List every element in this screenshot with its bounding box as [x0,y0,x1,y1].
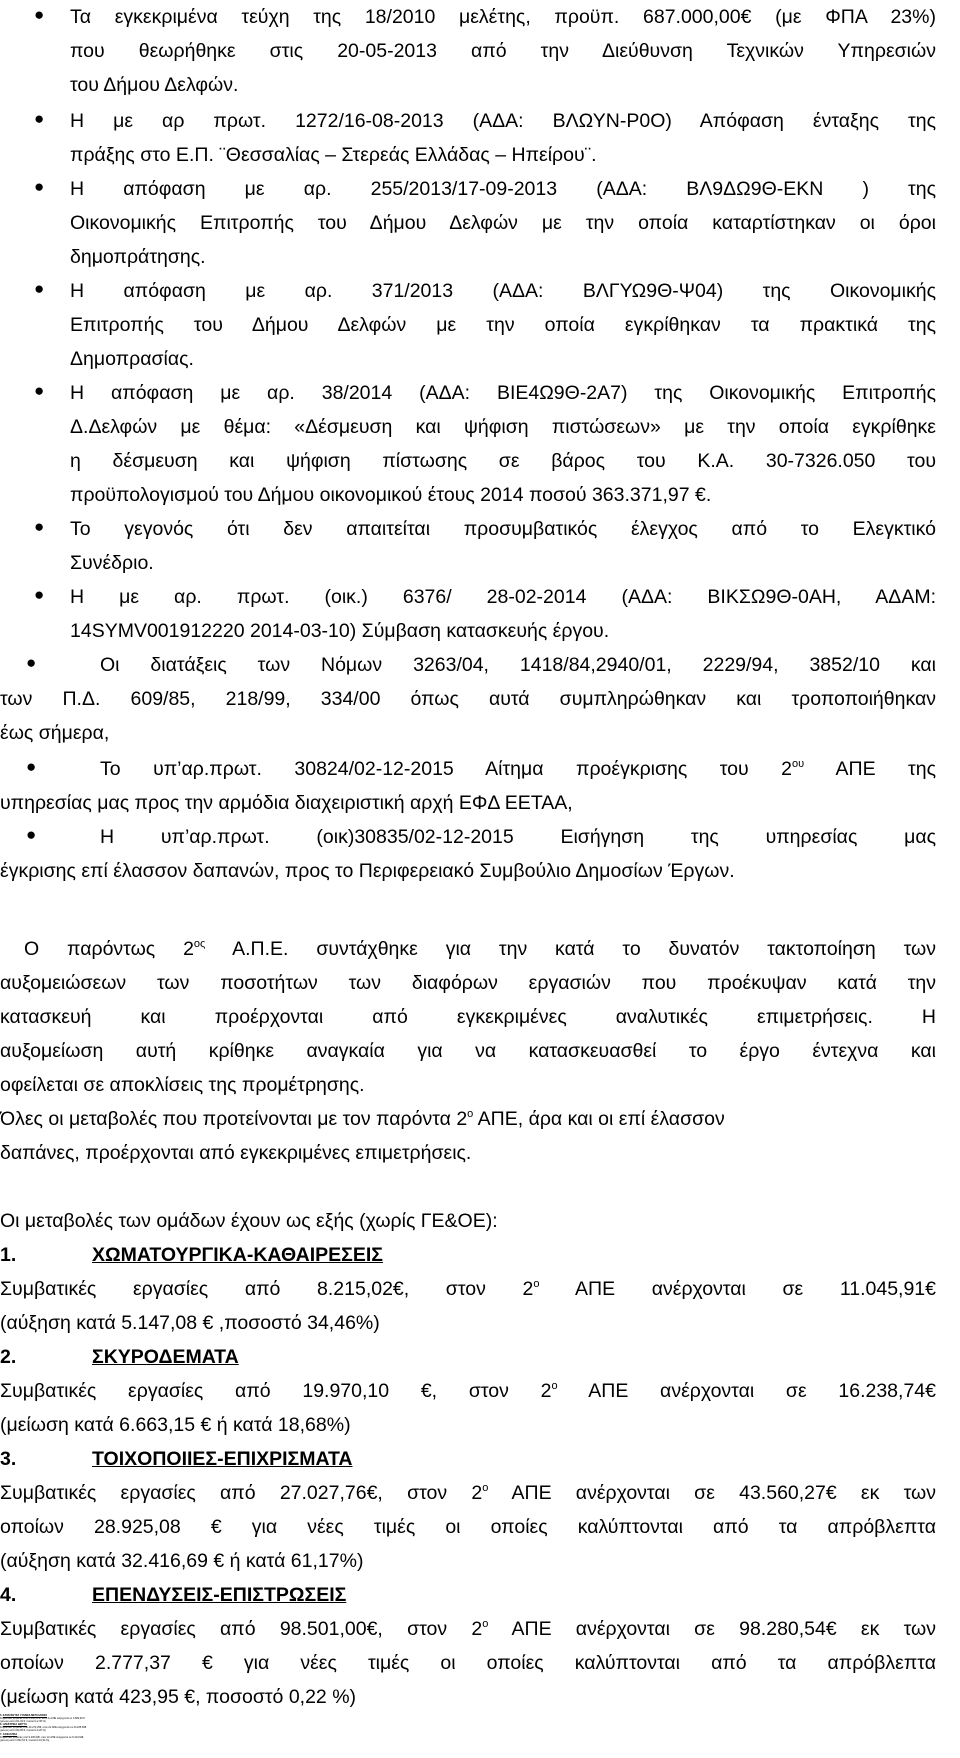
bullet-9-line-1: Το υπ’αρ.πρωτ. 30824/02-12-2015 Αίτημα προέγκρισης του $2^{o\upsilon}$ ΑΠΕ της [100,758,936,780]
bullet-icon: ● [34,109,45,128]
bullet-3-line-3: δημοπράτησης. [70,246,206,268]
bullet-8-line-3: έως σήμερα, [0,722,110,744]
bullet-10-line-1: Η υπ’αρ.πρωτ. (οικ)30835/02-12-2015 Εισήγηση της υπηρεσίας μας [100,826,936,848]
section-4-line-2: οποίων 2.777,37 € για νέες τιμές οι οποίες καλύπτονται από τα απρόβλεπτα [0,1652,936,1674]
section-7-line-2: (μείωση κατά 1.802,51 €, ποσοστό 10,54 %). [0,1738,50,1742]
section-3-heading: 3. ΤΟΙΧΟΠΟΙΙΕΣ-ΕΠΙΧΡΙΣΜΑΤΑ [0,1448,353,1470]
bullet-5-line-2: Δ.Δελφών με θέμα: «Δέσμευση και ψήφιση πιστώσεων» με την οποία εγκρίθηκε [70,416,936,438]
section-5-line-1: Συμβατικές εργασίες από 5.000,55 €, στον 2ο ΑΠΕ ανέρχονται σε 4.882,92 € [0,1717,85,1721]
bullet-10-line-2: έγκρισης επί έλασσον δαπανών, προς το Περιφερειακό Συμβούλιο Δημοσίων Έργων. [0,860,735,882]
bullet-2-line-2: πράξης στο Ε.Π. ¨Θεσσαλίας – Στερεάς Ελλάδας – Ηπείρου¨. [70,144,597,166]
bullet-1-line-3: του Δήμου Δελφών. [70,74,239,96]
section-5-line-2: (μείωση κατά 221,94 €, ποσοστό 2,35 %) [0,1720,46,1724]
bullet-icon: ● [34,177,45,196]
bullet-8-line-2: των Π.Δ. 609/85, 218/99, 334/00 όπως αυτά συμπληρώθηκαν και τροποποιήθηκαν [0,688,936,710]
bullet-5-line-4: προϋπολογισμού του Δήμου οικονομικού έτους 2014 ποσού 363.371,97 €. [70,484,712,506]
section-4-line-1: Συμβατικές εργασίες από 98.501,00€, στον $2^o$ ΑΠΕ ανέρχονται σε 98.280,54€ εκ των [0,1618,937,1640]
section-7-line-1: Συμβατικές εργασίες από 9.405,00€, στον 2ο ΑΠΕ ανέρχονται σε 8.413,62€ [0,1735,84,1739]
bullet-icon: ● [26,825,37,844]
intro-line-5: οφείλεται σε αποκλίσεις της προμέτρησης. [0,1074,365,1096]
section-3-line-1: Συμβατικές εργασίες από 27.027,76€, στον $2^o$ ΑΠΕ ανέρχονται σε 43.560,27€ εκ των [0,1482,937,1504]
section-2-heading: 2. ΣΚΥΡΟΔΕΜΑΤΑ [0,1346,239,1368]
section-7-heading: 7. ΑΣΦΑΛΤΙΚΑ [0,1732,18,1736]
section-4-line-3: (μείωση κατά 423,95 €, ποσοστό 0,22 %) [0,1686,357,1708]
bullet-icon: ● [34,381,45,400]
section-1-line-1: Συμβατικές εργασίες από 8.215,02€, στον $2^o$ ΑΠΕ ανέρχονται σε 11.045,91€ [0,1278,936,1300]
bullet-icon: ● [34,517,45,536]
bullet-5-line-1: Η απόφαση με αρ. 38/2014 (ΑΔΑ: ΒΙΕ4Ω9Θ-2Α7) της Οικονομικής Επιτροπής [70,382,936,404]
bullet-icon: ● [34,5,45,24]
intro-line-7: δαπάνες, προέρχονται από εγκεκριμένες επιμετρήσεις. [0,1142,472,1164]
section-1-heading: 1. ΧΩΜΑΤΟΥΡΓΙΚΑ-ΚΑΘΑΙΡΕΣΕΙΣ [0,1244,383,1266]
intro-line-3: κατασκευή και προέρχονται από εγκεκριμένες αναλυτικές επιμετρήσεις. Η [0,1006,936,1028]
bullet-1-line-1: Τα εγκεκριμένα τεύχη της 18/2010 μελέτης, προϋπ. 687.000,00€ (με ΦΠΑ 23%) [70,6,936,28]
sections-5-7-compact [0,1714,936,1742]
section-4-heading: 4. ΕΠΕΝΔΥΣΕΙΣ-ΕΠΙΣΤΡΩΣΕΙΣ [0,1584,347,1606]
sections-5-7-container [0,1714,936,1758]
section-6-line-2: (μείωση κατά 160,05 €, ποσοστό 0,20 %) [0,1729,46,1733]
bullet-3-line-1: Η απόφαση με αρ. 255/2013/17-09-2013 (ΑΔΑ: ΒΛ9ΔΩ9Θ-ΕΚΝ ) της [70,178,936,200]
bullet-6-line-2: Συνέδριο. [70,552,154,574]
section-2-line-2: (μείωση κατά 6.663,15 € ή κατά 18,68%) [0,1414,351,1436]
bullet-4-line-1: Η απόφαση με αρ. 371/2013 (ΑΔΑ: ΒΛΓΥΩ9Θ-Ψ04) της Οικονομικής [70,280,936,302]
bullet-2-line-1: Η με αρ πρωτ. 1272/16-08-2013 (ΑΔΑ: ΒΛΩΥΝ-Ρ0Ο) Απόφαση ένταξης της [70,110,936,132]
bullet-1-line-2: που θεωρήθηκε στις 20-05-2013 από την Διεύθυνση Τεχνικών Υπηρεσιών [70,40,936,62]
bullet-icon: ● [26,757,37,776]
section-1-line-2: (αύξηση κατά 5.147,08 € ,ποσοστό 34,46%) [0,1312,380,1334]
bullet-9-line-2: υπηρεσίας μας προς την αρμόδια διαχειριστική αρχή ΕΦΔ ΕΕΤΑΑ, [0,792,573,814]
section-6-line-1: Συμβατικές εργασίες από 43.272,25€, στον 2ο ΑΠΕ ανέρχονται σε 43.185,83€ [0,1726,87,1730]
intro-line-6: Όλες οι μεταβολές που προτείνονται με τον παρόντα $2^o$ ΑΠΕ, άρα και οι επί έλασσον [0,1108,725,1130]
section-5-heading: 5. ΚΑΤΑΣΚΕΥΕΣ ΞΥΛΙΝΕΣ-ΜΕΤΑΛΛΙΚΕΣ [0,1714,47,1717]
section-3-line-2: οποίων 28.925,08 € για νέες τιμές οι οποίες καλύπτονται από τα απρόβλεπτα [0,1516,936,1538]
section-6-heading: 6. ΗΛΕΚΤΡΙΚΑ ΔΙΚΤΥΑ [0,1723,27,1727]
bullet-5-line-3: η δέσμευση και ψήφιση πίστωσης σε βάρος του Κ.Α. 30-7326.050 του [70,450,936,472]
bullet-4-line-3: Δημοπρασίας. [70,348,194,370]
bullet-3-line-2: Οικονομικής Επιτροπής του Δήμου Δελφών με την οποία καταρτίστηκαν οι όροι [70,212,936,234]
bullet-icon: ● [34,279,45,298]
section-2-line-1: Συμβατικές εργασίες από 19.970,10 €, στον $2^o$ ΑΠΕ ανέρχονται σε 16.238,74€ [0,1380,936,1402]
bullet-8-line-1: Οι διατάξεις των Νόμων 3263/04, 1418/84,2940/01, 2229/94, 3852/10 και [100,654,936,676]
intro-line-4: αυξομείωση αυτή κρίθηκε αναγκαία για να κατασκευασθεί το έργο έντεχνα και [0,1040,936,1062]
bullet-4-line-2: Επιτροπής του Δήμου Δελφών με την οποία εγκρίθηκαν τα πρακτικά της [70,314,936,336]
bullet-icon: ● [34,585,45,604]
bullet-7-line-2: 14SYMV001912220 2014-03-10) Σύμβαση κατασκευής έργου. [70,620,610,642]
intro-line-2: αυξομειώσεων των ποσοτήτων των διαφόρων εργασιών που προέκυψαν κατά την [0,972,936,994]
section-3-line-3: (αύξηση κατά 32.416,69 € ή κατά 61,17%) [0,1550,364,1572]
bullet-icon: ● [26,653,37,672]
intro-line-1: Ο παρόντως $2^{o\varsigma}$ Α.Π.Ε. συντάχθηκε για την κατά το δυνατόν τακτοποίηση των [24,938,936,960]
groups-heading: Οι μεταβολές των ομάδων έχουν ως εξής (χωρίς ΓΕ&ΟΕ): [0,1210,498,1232]
bullet-7-line-1: Η με αρ. πρωτ. (οικ.) 6376/ 28-02-2014 (ΑΔΑ: ΒΙΚΣΩ9Θ-0ΑΗ, ΑΔΑΜ: [70,586,936,608]
bullet-6-line-1: Το γεγονός ότι δεν απαιτείται προσυμβατικός έλεγχος από το Ελεγκτικό [70,518,936,540]
